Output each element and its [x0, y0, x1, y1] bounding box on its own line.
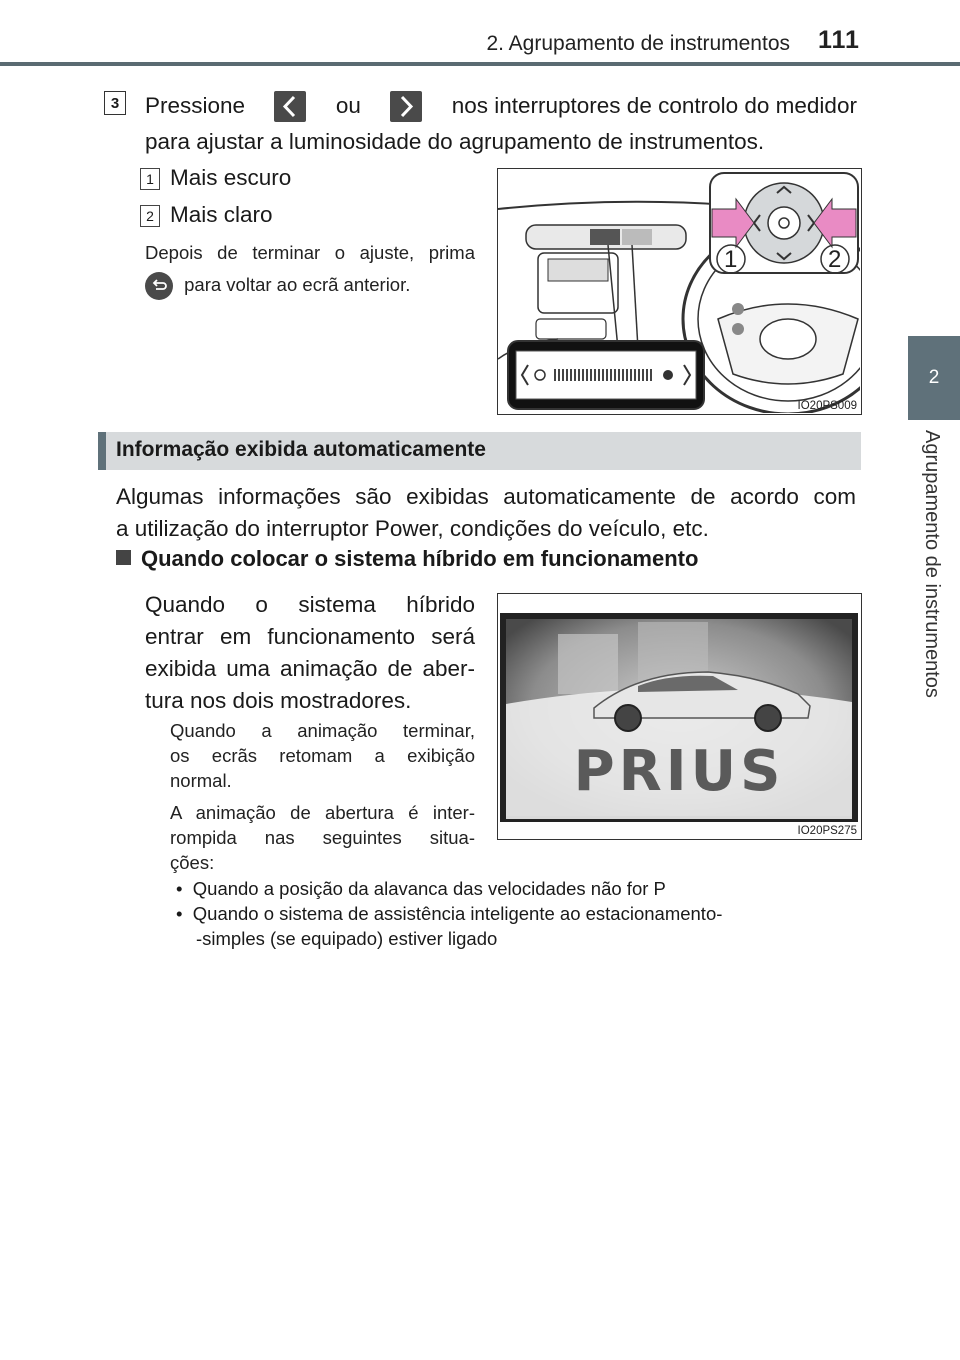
steering-wheel-illustration: [498, 169, 860, 413]
note2-line-3: ções:: [170, 852, 215, 873]
figure-opening-animation: [497, 593, 862, 840]
item-text-brighter: Mais claro: [170, 202, 273, 227]
item-number-2: 2: [140, 205, 160, 227]
subsection-heading-text: Quando colocar o sistema híbrido em funcionamento: [141, 546, 699, 571]
note1-line-1: Quando a animação terminar,: [170, 720, 475, 741]
chapter-tab-label: [910, 430, 954, 720]
note-line-1: Depois de terminar o ajuste, prima: [145, 242, 475, 263]
note1-line-2: os ecrãs retomam a exibição: [170, 745, 475, 766]
chevron-left-icon: [274, 91, 306, 122]
figure-steering-wheel-controls: [497, 168, 862, 415]
section-intro-line-2: a utilização do interruptor Power, condições do veículo, etc.: [116, 516, 709, 541]
step-3-text-c: nos interruptores de controlo do medidor: [451, 93, 857, 118]
chevron-right-icon: [390, 91, 422, 122]
opening-animation-illustration: [498, 594, 860, 838]
step-3-text-b: ou: [335, 93, 361, 118]
back-icon: [145, 272, 173, 300]
chapter-tab-number: 2: [908, 336, 960, 420]
body-line-4: tura nos dois mostradores.: [145, 688, 412, 713]
prius-logo: PRIUS: [573, 739, 785, 804]
bullet-dot: •: [176, 878, 183, 899]
page-number: 111: [818, 26, 860, 54]
square-bullet-icon: [116, 550, 131, 565]
running-header-title: 2. Agrupamento de instrumentos: [486, 32, 790, 55]
bullet-dot: •: [176, 903, 183, 924]
header-rule: [0, 62, 960, 66]
step-3-paragraph: [145, 88, 857, 160]
bullet-2-continuation: -simples (se equipado) estiver ligado: [196, 928, 498, 949]
figure-2-label: IO20PS275: [797, 825, 857, 837]
body-line-3: exibida uma animação de aber-: [145, 656, 475, 681]
callout-1: 1: [724, 246, 738, 273]
note-line-2: [145, 270, 410, 300]
note-line-2-text: para voltar ao ecrã anterior.: [184, 274, 411, 295]
section-heading-accent: [98, 432, 106, 470]
figure-1-label: IO20PS009: [797, 400, 857, 412]
step-3-text-line2: para ajustar a luminosidade do agrupamento de instrumentos.: [145, 129, 765, 154]
chapter-tab-label-text: Agrupamento de instrumentos: [921, 430, 943, 698]
item-text-darker: Mais escuro: [170, 165, 292, 190]
step-3-text-a: Pressione: [145, 93, 246, 118]
note2-line-1: A animação de abertura é inter-: [170, 802, 475, 823]
subsection-heading: [116, 546, 698, 572]
item-number-1: 1: [140, 168, 160, 190]
bullet-2: [176, 901, 722, 926]
note1-line-3: normal.: [170, 770, 232, 791]
bullet-1: [176, 876, 666, 901]
section-heading: Informação exibida automaticamente: [116, 438, 486, 461]
callout-2: 2: [828, 246, 842, 273]
section-intro-line-1: Algumas informações são exibidas automaticamente de acordo com: [116, 484, 856, 509]
note2-line-2: rompida nas seguintes situa-: [170, 827, 475, 848]
bullet-1-text: Quando a posição da alavanca das velocidades não for P: [192, 878, 666, 899]
bullet-2-text: Quando o sistema de assistência inteligente ao estacionamento-: [192, 903, 723, 924]
body-line-2: entrar em funcionamento será: [145, 624, 475, 649]
body-line-1: Quando o sistema híbrido: [145, 592, 475, 617]
step-number-box: 3: [104, 91, 126, 115]
